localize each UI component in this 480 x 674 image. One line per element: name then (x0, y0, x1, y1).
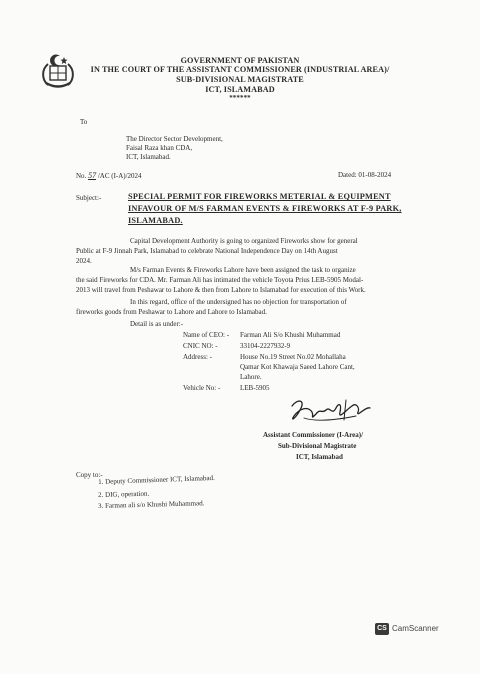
reference-suffix: /AC (I-A)/2024 (97, 172, 142, 180)
copy-to-item: 1. Deputy Commissioner ICT, Islamabad. (98, 473, 215, 486)
paragraph-line: M/s Farman Events & Fireworks Lahore have been assigned the task to organize (130, 266, 356, 274)
handwritten-signature (286, 396, 372, 428)
addressee-line: The Director Sector Development, (126, 135, 223, 143)
paragraph-line: the said Fireworks for CDA. Mr. Farman Ali has intimated the vehicle Toyota Prius LEB-5905 Modal- (76, 276, 364, 284)
subject-line: ISLAMABAD. (128, 216, 183, 225)
document-date: Dated: 01-08-2024 (338, 171, 392, 179)
to-label: To (80, 118, 88, 126)
header-stars: ****** (229, 94, 251, 102)
detail-label-cnic: CNIC NO: - (183, 342, 218, 350)
detail-value-address: Qamar Kot Khawaja Saeed Lahore Cant, (240, 363, 355, 371)
addressee-line: Faisal Raza khan CDA, (126, 144, 193, 152)
addressee-line: ICT, Islamabad. (126, 153, 171, 161)
details-intro: Detail is as under:- (130, 320, 184, 328)
detail-value-ceo: Farman Ali S/o Khushi Muhammad (240, 331, 341, 339)
signatory-title: Assistant Commissioner (I-Area)/ (263, 431, 364, 439)
camscanner-logo: CS (375, 623, 389, 635)
detail-value-address: House No.19 Street No.02 Mohallaha (240, 353, 346, 361)
reference-handwritten-number: 57 (88, 171, 97, 180)
header-city: ICT, ISLAMABAD (205, 85, 275, 94)
paragraph-line: Capital Development Authority is going to organized Fireworks show for general (130, 237, 358, 245)
camscanner-watermark: CamScanner (392, 624, 439, 633)
paragraph-line: fireworks goods from Peshawar to Lahore and Lahore to Islamabad. (76, 308, 267, 316)
copy-to-item: 2. DIG, operation. (98, 489, 150, 499)
paragraph-line: 2024. (76, 257, 92, 265)
reference-prefix: No. (76, 172, 87, 180)
detail-label-address: Address: - (183, 353, 212, 361)
detail-value-cnic: 33104-2227932-9 (240, 342, 291, 350)
paragraph-line: In this regard, office of the undersigned has no objection for transportation of (130, 298, 347, 306)
subject-label: Subject:- (76, 194, 102, 202)
copy-to-label: Copy to:- (76, 471, 103, 479)
subject-line: INFAVOUR OF M/S FARMAN EVENTS & FIREWORKS AT F-9 PARK, (128, 204, 402, 213)
copy-to-item: 3. Farman ali s/o Khushi Muhammad. (98, 499, 205, 510)
signatory-designation: Sub-Divisional Magistrate (278, 442, 357, 450)
paragraph-line: Public at F-9 Jinnah Park, Islamabad to celebrate National Independence Day on 14th August (76, 247, 338, 255)
detail-label-ceo: Name of CEO: - (183, 331, 230, 339)
detail-label-vehicle: Vehicle No: - (183, 384, 221, 392)
paragraph-line: 2013 will travel from Peshawar to Lahore & then from Lahore to Islamabad for execution of this Work. (76, 286, 366, 294)
header-court: IN THE COURT OF THE ASSISTANT COMMISSIONER (INDUSTRIAL AREA)/ (90, 65, 390, 74)
detail-value-vehicle: LEB-5905 (240, 384, 270, 392)
subject-line: SPECIAL PERMIT FOR FIREWORKS METERIAL & EQUIPMENT (128, 192, 391, 201)
reference-number (76, 171, 142, 181)
signatory-location: ICT, Islamabad (296, 453, 343, 461)
header-magistrate: SUB-DIVISIONAL MAGISTRATE (176, 75, 304, 84)
detail-value-address: Lahore. (240, 373, 262, 381)
header-government: GOVERNMENT OF PAKISTAN (180, 56, 300, 65)
